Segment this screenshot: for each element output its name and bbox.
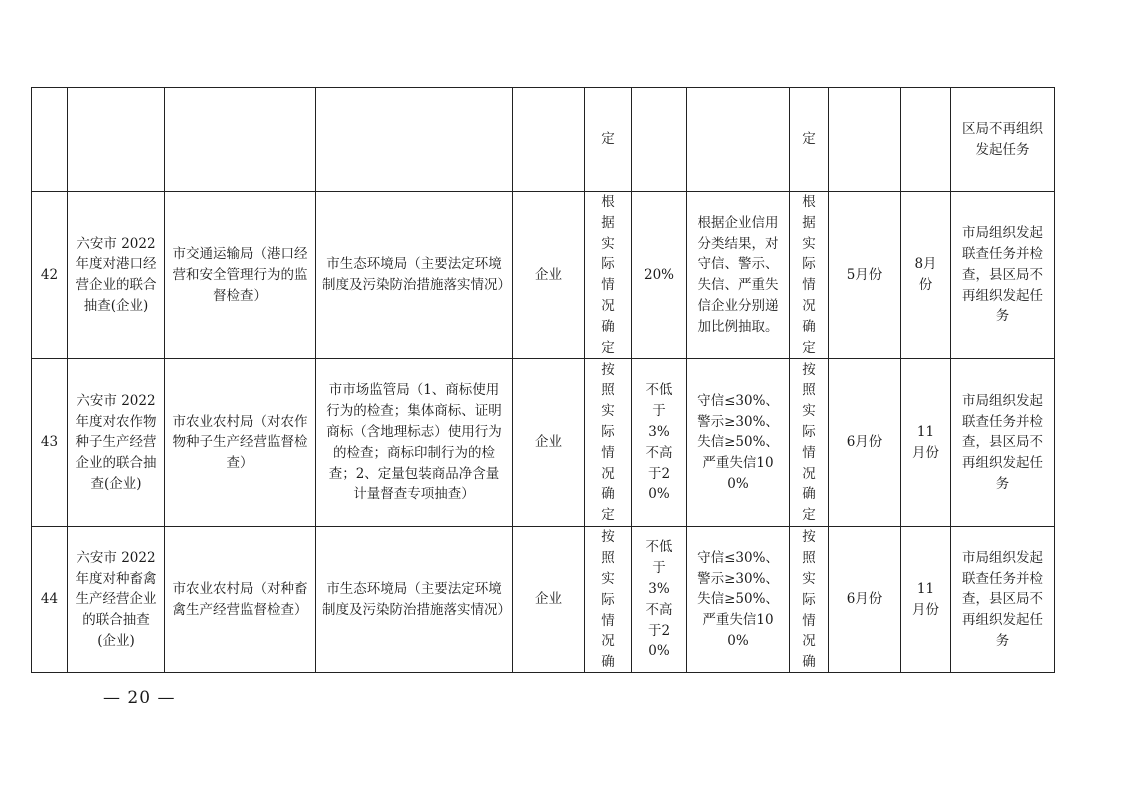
- inspection-scope: 定: [585, 88, 632, 192]
- remarks: 市局组织发起联查任务并检查，县区局不再组织发起任务: [951, 359, 1055, 527]
- inspection-scope: 按照实际情况确: [585, 527, 632, 673]
- remarks: 市局组织发起联查任务并检查，县区局不再组织发起任务: [951, 527, 1055, 673]
- task-name: 六安市 2022年度对种畜禽生产经营企业的联合抽查(企业): [68, 527, 165, 673]
- sampling-ratio: 不低于3%不高于20%: [632, 359, 687, 527]
- end-month: 8月份: [901, 192, 951, 359]
- table-row: [32, 192, 1055, 359]
- sampling-method: 守信≤30%、警示≥30%、失信≥50%、严重失信100%: [687, 527, 790, 673]
- inspection-plan-table: [31, 87, 1055, 673]
- inspection-object: 企业: [513, 192, 585, 359]
- sampling-method: [687, 88, 790, 192]
- initiating-dept: 市交通运输局（港口经营和安全管理行为的监督检查）: [165, 192, 316, 359]
- sampling-ratio: 20%: [632, 192, 687, 359]
- remarks: 区局不再组织发起任务: [951, 88, 1055, 192]
- inspection-scope: 根据实际情况确定: [585, 192, 632, 359]
- inspection-frequency: 按照实际情况确: [790, 527, 829, 673]
- inspection-object: [513, 88, 585, 192]
- start-month: [829, 88, 901, 192]
- sampling-method: 守信≤30%、警示≥30%、失信≥50%、严重失信100%: [687, 359, 790, 527]
- row-number: 43: [32, 359, 68, 527]
- end-month: [901, 88, 951, 192]
- inspection-object: 企业: [513, 527, 585, 673]
- end-month: 11月份: [901, 359, 951, 527]
- end-month: 11月份: [901, 527, 951, 673]
- page-number: — 20 —: [103, 688, 176, 708]
- inspection-frequency: 根据实际情况确定: [790, 192, 829, 359]
- inspection-object: 企业: [513, 359, 585, 527]
- inspection-frequency: 按照实际情况确定: [790, 359, 829, 527]
- joint-dept: [316, 88, 513, 192]
- joint-dept: 市市场监管局（1、商标使用行为的检查；集体商标、证明商标（含地理标志）使用行为的检查；商标印制行为的检查；2、定量包装商品净含量计量督查专项抽查）: [316, 359, 513, 527]
- sampling-method: 根据企业信用分类结果，对守信、警示、失信、严重失信企业分别递加比例抽取。: [687, 192, 790, 359]
- joint-dept: 市生态环境局（主要法定环境制度及污染防治措施落实情况）: [316, 192, 513, 359]
- row-number: 44: [32, 527, 68, 673]
- row-number: [32, 88, 68, 192]
- sampling-ratio: 不低于3%不高于20%: [632, 527, 687, 673]
- start-month: 5月份: [829, 192, 901, 359]
- initiating-dept: [165, 88, 316, 192]
- task-name: 六安市 2022年度对农作物种子生产经营企业的联合抽查(企业): [68, 359, 165, 527]
- inspection-frequency: 定: [790, 88, 829, 192]
- start-month: 6月份: [829, 359, 901, 527]
- table-row: [32, 359, 1055, 527]
- initiating-dept: 市农业农村局（对种畜禽生产经营监督检查）: [165, 527, 316, 673]
- remarks: 市局组织发起联查任务并检查，县区局不再组织发起任务: [951, 192, 1055, 359]
- inspection-scope: 按照实际情况确定: [585, 359, 632, 527]
- task-name: [68, 88, 165, 192]
- initiating-dept: 市农业农村局（对农作物种子生产经营监督检查）: [165, 359, 316, 527]
- task-name: 六安市 2022年度对港口经营企业的联合抽查(企业): [68, 192, 165, 359]
- table-row: [32, 527, 1055, 673]
- row-number: 42: [32, 192, 68, 359]
- start-month: 6月份: [829, 527, 901, 673]
- table-row: [32, 88, 1055, 192]
- joint-dept: 市生态环境局（主要法定环境制度及污染防治措施落实情况）: [316, 527, 513, 673]
- sampling-ratio: [632, 88, 687, 192]
